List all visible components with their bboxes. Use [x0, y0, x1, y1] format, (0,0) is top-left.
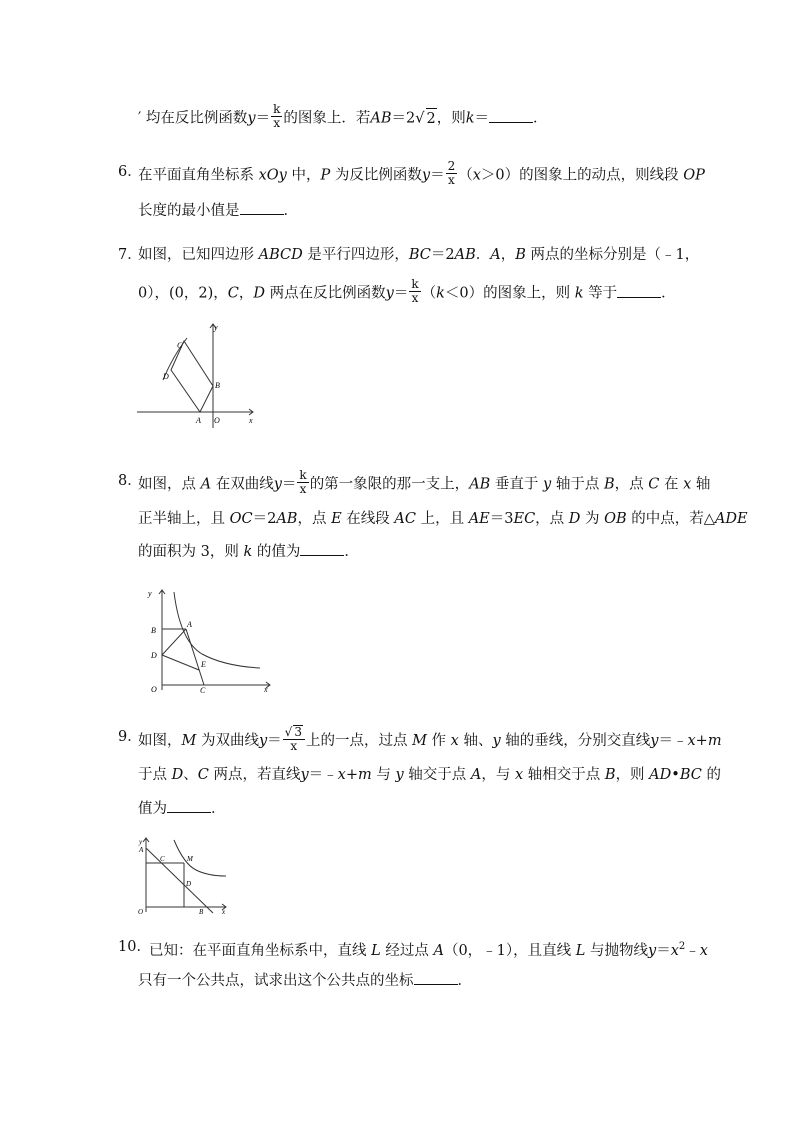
segment-ae: AE: [468, 511, 490, 527]
q8-text: 轴: [691, 476, 711, 493]
q8-text: 正半轴上，且: [138, 511, 230, 527]
segment-ab: AB: [469, 476, 491, 493]
point-c: C: [227, 285, 239, 302]
point-c: C: [648, 476, 660, 493]
question-number: 7．: [118, 247, 142, 263]
eq-sign: ＝: [281, 476, 297, 493]
numerator: 2: [447, 159, 456, 173]
q7-text: ，: [238, 285, 254, 302]
point-d: D: [171, 767, 184, 783]
point-b-label: B: [151, 626, 156, 635]
sqrt-value: 2: [426, 108, 437, 129]
q9-text: ＝﹣: [308, 767, 338, 783]
question-number: 8．: [118, 473, 142, 489]
q5-text: ′ 均在反比例函数: [138, 110, 248, 127]
q9-text: •: [671, 767, 680, 783]
var-k: k: [436, 285, 445, 302]
q8-text: 在双曲线: [211, 476, 274, 493]
q10-text: （0，﹣1），且直线: [443, 942, 576, 959]
point-a-label: A: [187, 620, 192, 629]
q5-end: ．: [533, 110, 548, 127]
numerator: k: [299, 468, 307, 482]
segment-bc: BC: [679, 767, 702, 783]
segment-ab: AB: [370, 110, 392, 127]
point-m: M: [181, 733, 197, 749]
point-b: B: [603, 476, 615, 493]
q9-text: 轴的垂线，分别交直线: [500, 733, 651, 749]
q9-figure: [134, 834, 234, 916]
q8-text: 垂直于: [490, 476, 544, 493]
triangle-ade: ADE: [714, 511, 748, 527]
point-a: A: [200, 476, 212, 493]
q10-end: ．: [457, 973, 472, 989]
denominator: x: [299, 482, 307, 496]
var-xoy: xOy: [258, 167, 287, 184]
segment-bc: BC: [408, 247, 431, 263]
var-p: P: [320, 167, 331, 184]
q8-text: ，点: [614, 476, 649, 493]
point-d-label: D: [163, 372, 169, 381]
eq-sign: ＝: [393, 285, 409, 302]
question-number: 6．: [118, 164, 142, 180]
q6-text: 长度的最小值是: [138, 203, 240, 219]
axis-x-label: x: [264, 685, 268, 694]
point-d: D: [253, 285, 265, 302]
q10-text: 只有一个公共点，试求出这个公共点的坐标: [138, 973, 414, 989]
denominator: x: [290, 739, 298, 753]
point-b-label: B: [199, 908, 204, 916]
q5-text: ，则: [436, 110, 466, 127]
q7-text: ＜0）的图象上，则: [444, 285, 575, 302]
q8-text: ＝2: [252, 511, 277, 527]
fraction-k-over-x: [297, 469, 308, 496]
segment-ab: AB: [276, 511, 298, 527]
point-b-label: B: [215, 381, 220, 390]
fraction-2-over-x: [446, 160, 458, 187]
fraction-k-over-x: [271, 103, 282, 130]
sqrt-symbol: √: [415, 110, 425, 127]
q6-text: 在平面直角坐标系: [138, 167, 259, 184]
q8-text: 上，且: [415, 511, 469, 527]
var-m: m: [707, 733, 722, 749]
q6-text: 中，: [286, 167, 321, 184]
point-b: B: [515, 247, 526, 263]
fraction-k-over-x: [409, 278, 420, 305]
q9-text: ＝﹣: [658, 733, 688, 749]
q6-text: ＞0）的图象上的动点，则线段: [480, 167, 684, 184]
q6-end: ．: [283, 203, 298, 219]
point-e-label: E: [201, 660, 206, 669]
q7-text: 是平行四边形，: [302, 247, 409, 263]
q8-text: 的值为: [252, 544, 301, 560]
axis-x-label: x: [249, 416, 253, 425]
q10-text: 与抛物线: [585, 942, 649, 959]
numerator: [283, 725, 305, 740]
segment-ad: AD: [649, 767, 672, 783]
var-y: y: [385, 285, 394, 302]
axis-y-label: y: [139, 838, 143, 846]
point-d-label: D: [186, 880, 192, 888]
point-c-label: C: [177, 341, 183, 350]
origin-label: O: [214, 416, 220, 425]
q8-text: 的第一象限的那一支上，: [309, 476, 470, 493]
q7-line-2: [138, 277, 676, 307]
q10-text: ﹣: [685, 942, 700, 959]
var-x: x: [472, 167, 481, 184]
var-k: k: [465, 110, 475, 127]
segment-ec: EC: [513, 511, 536, 527]
denominator: x: [273, 116, 281, 130]
var-x: x: [687, 733, 696, 749]
var-y: y: [395, 767, 404, 783]
denominator: x: [447, 173, 455, 187]
sqrt-value: 3: [294, 725, 302, 739]
var-x: x: [699, 942, 708, 959]
q9-text: 为双曲线: [196, 733, 259, 749]
segment-ob: OB: [604, 511, 627, 527]
axis-y-label: y: [214, 323, 218, 332]
q7-text: 0），(0，2)，: [138, 285, 228, 302]
point-b: B: [604, 767, 616, 783]
segment-ac: AC: [394, 511, 416, 527]
point-d-label: D: [151, 651, 157, 660]
var-y: y: [300, 767, 309, 783]
q8-text: 的面积为 3，则: [138, 544, 244, 560]
q9-end: ．: [211, 801, 226, 817]
q9-line-1: [138, 727, 722, 755]
var-k: k: [574, 285, 584, 302]
var-y: y: [273, 476, 282, 493]
var-y: y: [258, 733, 268, 749]
var-y: y: [648, 942, 657, 959]
q10-text: 经过点: [380, 942, 434, 959]
question-number: 10．: [118, 939, 151, 955]
q9-text: 两点，若直线: [208, 767, 301, 783]
answer-blank[interactable]: [489, 108, 533, 123]
var-y: y: [492, 733, 501, 749]
denominator: x: [411, 291, 419, 305]
q7-text: ．: [475, 247, 491, 263]
q8-text: ＝3: [489, 511, 514, 527]
q6-line-1: [138, 159, 705, 189]
q9-text: 轴、: [458, 733, 493, 749]
point-a-label: A: [196, 416, 201, 425]
q8-text: 的中点，若△: [626, 511, 715, 527]
q8-figure: [142, 586, 277, 694]
q8-text: 为: [580, 511, 605, 527]
point-a: A: [433, 942, 444, 959]
q10-text: ＝: [656, 942, 671, 959]
q10-line-1: [149, 937, 708, 961]
q7-text: 两点在反比例函数: [265, 285, 386, 302]
eq-sign: ＝: [255, 110, 271, 127]
var-y: y: [247, 110, 256, 127]
q7-text: 等于: [583, 285, 618, 302]
q7-text: ，: [500, 247, 516, 263]
var-y: y: [421, 167, 431, 184]
point-m-label: M: [187, 855, 193, 863]
q8-end: ．: [344, 544, 359, 560]
line-l: L: [575, 942, 586, 959]
q9-text: ，与: [481, 767, 515, 783]
q8-text: 轴于点: [551, 476, 604, 493]
q7-figure: [135, 318, 260, 430]
segment-op: OP: [683, 167, 705, 184]
var-y: y: [543, 476, 552, 493]
line-l: L: [371, 942, 381, 959]
segment-oc: OC: [229, 511, 253, 527]
q8-text: ，点: [297, 511, 332, 527]
q5-text: ＝2: [391, 110, 416, 127]
q7-end: ．: [661, 285, 676, 302]
var-x: x: [515, 767, 524, 783]
q8-line-3: [138, 541, 359, 562]
q7-text: （: [421, 285, 437, 302]
q9-line-3: [138, 798, 226, 819]
q9-text: 轴相交于点: [523, 767, 605, 783]
q6-line-2: [138, 200, 298, 221]
q9-text: 值为: [138, 801, 167, 817]
q9-line-2: [138, 765, 721, 785]
q6-text: 为反比例函数: [330, 167, 422, 184]
answer-blank[interactable]: [414, 970, 458, 985]
q5-text: 的图象上．若: [283, 110, 371, 127]
q8-line-1: [138, 468, 711, 498]
var-x: x: [337, 767, 346, 783]
q9-text: 于点: [138, 767, 172, 783]
q9-text: 轴交于点: [403, 767, 471, 783]
answer-blank[interactable]: [300, 541, 344, 556]
eq-sign: ＝: [267, 733, 282, 749]
question-number: 9．: [118, 729, 142, 745]
q9-text: 如图，: [138, 733, 182, 749]
q9-text: ，则: [615, 767, 650, 783]
point-c: C: [197, 767, 209, 783]
q9-text: 作: [426, 733, 451, 749]
q9-text: +: [345, 767, 359, 783]
point-c-label: C: [200, 686, 206, 694]
segment-ab: AB: [454, 247, 476, 263]
q10-line-2: [138, 970, 472, 991]
point-a-label: A: [139, 846, 144, 854]
numerator: k: [273, 102, 281, 116]
axis-x-label: x: [222, 908, 226, 916]
point-e: E: [331, 511, 342, 527]
q6-text: （: [458, 167, 473, 184]
point-a: A: [490, 247, 501, 263]
q10-text: 已知：在平面直角坐标系中，直线: [149, 942, 372, 959]
q8-line-2: [138, 509, 748, 529]
answer-blank[interactable]: [617, 283, 661, 298]
q9-text: 上的一点，过点: [305, 733, 413, 749]
q9-text: 与: [371, 767, 396, 783]
answer-blank[interactable]: [167, 798, 211, 813]
var-x: x: [670, 942, 679, 959]
axis-y-label: y: [148, 589, 152, 598]
q7-text: 两点的坐标分别是（﹣1，: [525, 247, 700, 263]
sqrt-symbol: √: [284, 725, 293, 739]
var-y: y: [650, 733, 659, 749]
q9-text: +: [695, 733, 708, 749]
q7-text: ＝2: [430, 247, 455, 263]
answer-blank[interactable]: [240, 200, 284, 215]
eq-sign: ＝: [430, 167, 445, 184]
var-abcd: ABCD: [258, 247, 303, 263]
fraction-sqrt3-over-x: [283, 725, 305, 753]
point-c-label: C: [160, 855, 165, 863]
q8-text: 如图，点: [138, 476, 201, 493]
q5-line: [138, 102, 548, 132]
origin-label: O: [138, 908, 144, 916]
point-d: D: [568, 511, 581, 527]
q9-text: 、: [183, 767, 198, 783]
q8-text: 在: [659, 476, 684, 493]
q7-text: 如图，已知四边形: [138, 247, 259, 263]
var-x: x: [450, 733, 459, 749]
numerator: k: [411, 277, 419, 291]
var-m: m: [358, 767, 372, 783]
point-a: A: [470, 767, 482, 783]
exponent: 2: [678, 941, 686, 952]
origin-label: O: [151, 685, 157, 694]
q8-text: ，点: [535, 511, 569, 527]
q9-text: 的: [701, 767, 721, 783]
var-k: k: [243, 544, 253, 560]
point-m: M: [412, 733, 427, 749]
q8-text: 在线段: [341, 511, 395, 527]
q7-line-1: [138, 245, 699, 265]
eq-sign: ＝: [474, 110, 490, 127]
var-x: x: [683, 476, 692, 493]
